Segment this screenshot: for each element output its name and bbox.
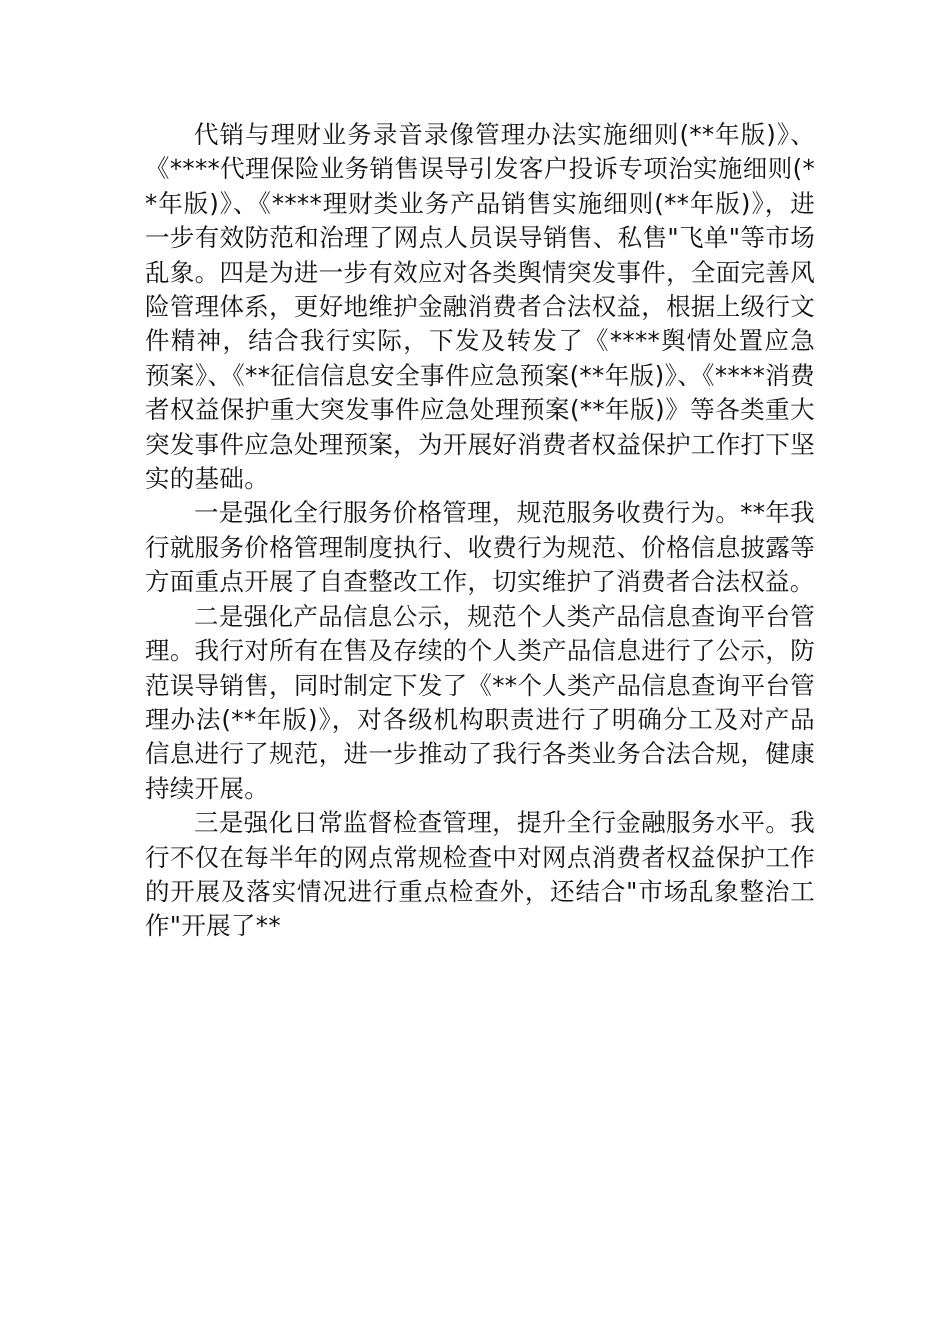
paragraph-product-disclosure: 二是强化产品信息公示，规范个人类产品信息查询平台管理。我行对所有在售及存续的个人类产品信息进行了公示，防范误导销售，同时制定下发了《**个人类产品信息查询平台管理办法(**年版)》，对各级机构职责进行了明确分工及对产品信息进行了规范，进一步推动了我行各类业务合法合规，健康持续开展。 [145, 601, 815, 803]
paragraph-continued: 代销与理财业务录音录像管理办法实施细则(**年版)》、《****代理保险业务销售误导引发客户投诉专项治实施细则(**年版)》、《****理财类业务产品销售实施细则(**年版)》，进一步有效防范和治理了网点人员误导销售、私售"飞单"等市场乱象。四是为进一步有效应对各类舆情突发事件，全面完善风险管理体系，更好地维护金融消费者合法权益，根据上级行文件精神，结合我行实际，下发及转发了《****舆情处置应急预案》、《**征信信息安全事件应急预案(**年版)》、《****消费者权益保护重大突发事件应急处理预案(**年版)》等各类重大突发事件应急处理预案，为开展好消费者权益保护工作打下坚实的基础。 [145, 120, 815, 494]
paragraph-service-pricing: 一是强化全行服务价格管理，规范服务收费行为。**年我行就服务价格管理制度执行、收费行为规范、价格信息披露等方面重点开展了自查整改工作，切实维护了消费者合法权益。 [145, 498, 815, 597]
body-text [145, 118, 815, 944]
paragraph-supervision: 三是强化日常监督检查管理，提升全行金融服务水平。我行不仅在每半年的网点常规检查中对网点消费者权益保护工作的开展及落实情况进行重点检查外，还结合"市场乱象整治工作"开展了** [145, 808, 815, 941]
